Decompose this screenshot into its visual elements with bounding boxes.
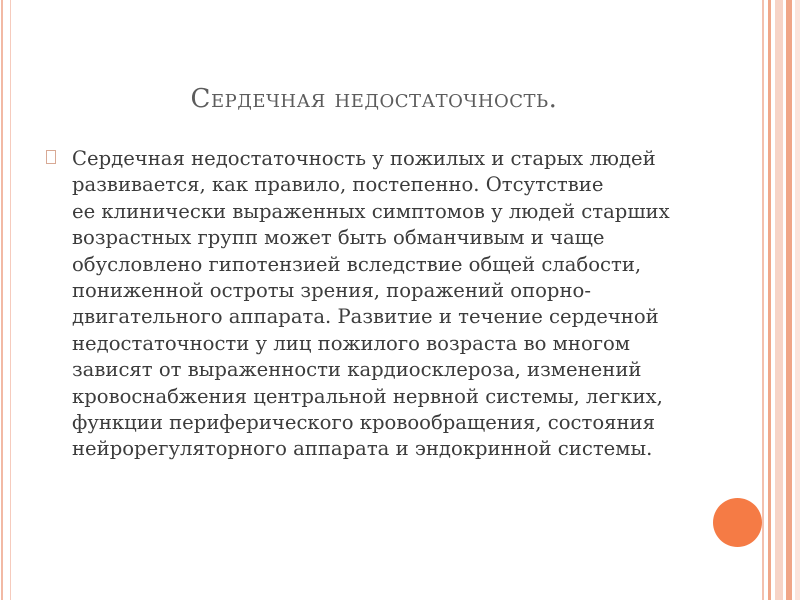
body-line: обусловлено гипотензией вследствие общей слабости, xyxy=(72,252,642,276)
body-line: нейрорегуляторного аппарата и эндокринной системы. xyxy=(72,437,653,461)
body-line: ее клинически выраженных симптомов у людей старших xyxy=(72,199,670,223)
right-decor-stripe xyxy=(795,0,800,600)
bullet-square-icon xyxy=(46,150,56,164)
right-decor-stripe xyxy=(768,0,771,600)
body-line: пониженной остроты зрения, поражений опорно- xyxy=(72,279,591,303)
body-line: развивается, как правило, постепенно. Отсутствие xyxy=(72,173,604,197)
left-frame-line xyxy=(1,0,3,600)
body-line: возрастных групп может быть обманчивым и чаще xyxy=(72,226,605,250)
slide-title: Сердечная недостаточность. xyxy=(190,84,558,114)
right-decor-stripe xyxy=(786,0,792,600)
left-frame-line-inner xyxy=(10,0,11,600)
decorative-orange-circle xyxy=(713,498,762,547)
bullet-text xyxy=(72,146,696,463)
body-line: недостаточности у лиц пожилого возраста во многом xyxy=(72,331,631,355)
body-line: кровоснабжения центральной нервной системы, легких, xyxy=(72,384,663,408)
right-decor-stripe xyxy=(775,0,783,600)
right-decor-stripe xyxy=(762,0,764,600)
body-line: зависят от выраженности кардиосклероза, изменений xyxy=(72,358,642,382)
body-line: функции периферического кровообращения, состояния xyxy=(72,411,655,435)
body-line: Сердечная недостаточность у пожилых и старых людей xyxy=(72,147,656,170)
body-line: двигательного аппарата. Развитие и течение сердечной xyxy=(72,305,659,329)
